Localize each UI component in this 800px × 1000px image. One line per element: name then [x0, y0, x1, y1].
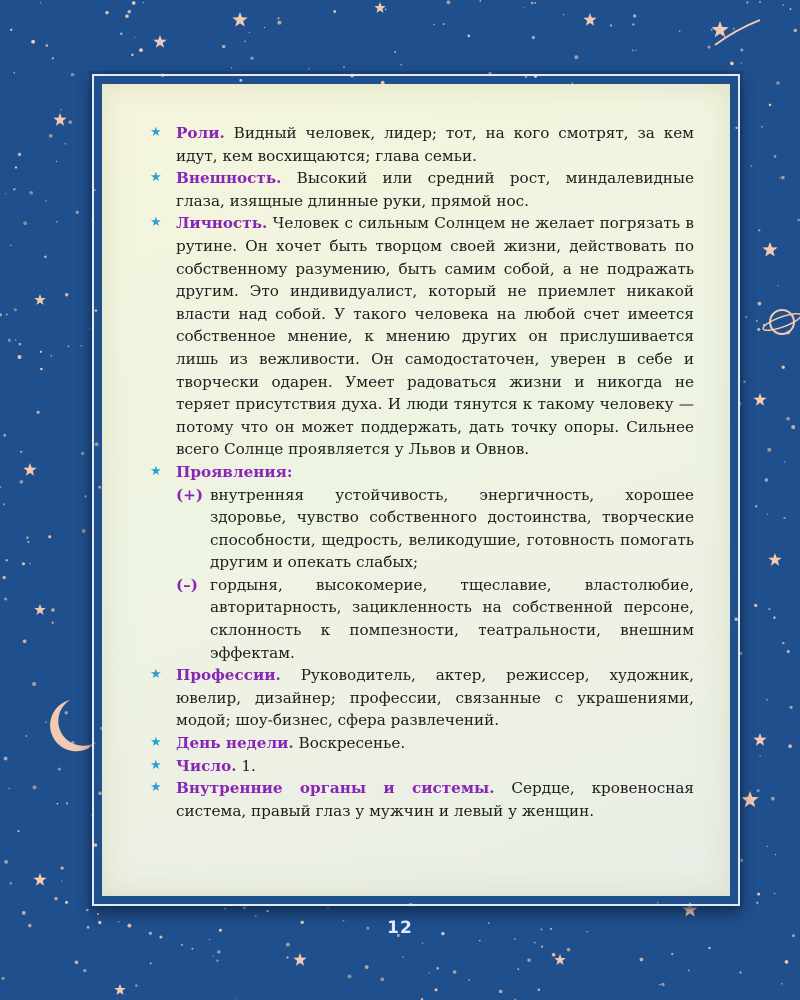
star-dot — [574, 55, 578, 59]
star-bullet-icon: ★ — [150, 780, 162, 796]
star-dot — [14, 308, 17, 311]
star-dot — [191, 948, 193, 950]
star-dot — [740, 859, 743, 862]
star-dot — [3, 434, 6, 437]
manifestation-positive — [176, 484, 694, 574]
star-dot — [26, 735, 28, 737]
star-dot — [61, 880, 62, 881]
star-dot — [499, 990, 503, 994]
star-dot — [18, 355, 22, 359]
star-dot — [534, 2, 536, 4]
star-dot — [13, 188, 16, 191]
item-label: День недели. — [176, 734, 294, 753]
item-manifestations — [150, 461, 694, 664]
star-dot — [707, 46, 710, 49]
star-dot — [31, 40, 35, 44]
star-dot — [0, 486, 1, 488]
star-icon — [23, 463, 36, 476]
star-dot — [224, 908, 226, 910]
star-dot — [788, 744, 792, 748]
star-dot — [134, 37, 135, 38]
star-dot — [10, 882, 13, 885]
star-dot — [235, 998, 236, 999]
star-dot — [661, 983, 664, 986]
star-dot — [773, 616, 776, 619]
star-dot — [785, 960, 789, 964]
star-dot — [633, 14, 636, 17]
star-dot — [40, 2, 42, 4]
planet-icon — [761, 310, 800, 334]
star-dot — [286, 956, 288, 958]
star-dot — [791, 425, 795, 429]
star-icon — [374, 2, 385, 13]
star-dot — [255, 915, 257, 917]
star-dot — [3, 503, 5, 505]
star-dot — [143, 2, 144, 3]
star-dot — [213, 956, 214, 957]
star-dot — [741, 62, 742, 63]
star-icon — [554, 954, 565, 965]
star-icon — [53, 113, 66, 126]
star-dot — [745, 316, 747, 318]
star-dot — [632, 23, 635, 26]
star-dot — [120, 32, 123, 35]
star-dot — [29, 563, 31, 565]
star-dot — [757, 789, 760, 792]
star-dot — [733, 28, 735, 30]
star-dot — [759, 755, 760, 756]
star-dot — [0, 313, 2, 316]
star-dot — [781, 983, 783, 985]
item-organs — [150, 777, 694, 822]
star-dot — [51, 608, 55, 612]
star-dot — [784, 461, 785, 462]
star-dot — [244, 41, 246, 43]
star-dot — [730, 62, 734, 66]
star-dot — [400, 64, 402, 66]
item-label: Личность. — [176, 214, 268, 233]
star-dot — [26, 536, 29, 539]
star-dot — [527, 958, 530, 961]
star-dot — [45, 722, 47, 724]
star-dot — [231, 67, 232, 68]
item-text: Человек с сильным Солнцем не желает погрязать в рутине. Он хочет быть творцом своей жизни, действовать по собственному разумению, быть самим собой, а не подражать другим. Это индивидуалист, который не приемлет никакой власти над собой. У такого человека на любой счет имеется собственное мнение, к мнению других он прислушивается лишь из вежливости. Он самодостаточен, уверен в себе и творчески одарен. Умеет радоваться жизни и никогда не теряет присутствия духа. И люди тянутся к такому человеку — потому что он может поддержать, дать точку опоры. Сильнее всего Солнце проявляется у Львов и Овнов. — [176, 214, 694, 459]
star-dot — [711, 29, 713, 31]
star-dot — [150, 962, 152, 964]
star-dot — [65, 901, 68, 904]
star-dot — [45, 44, 48, 47]
star-dot — [97, 913, 99, 915]
star-dot — [659, 984, 660, 985]
star-dot — [48, 535, 51, 538]
star-icon — [762, 242, 777, 257]
star-dot — [15, 339, 17, 341]
star-dot — [782, 366, 785, 369]
star-dot — [22, 562, 25, 565]
star-dot — [343, 66, 344, 67]
star-dot — [6, 559, 8, 561]
star-icon — [232, 12, 247, 27]
star-dot — [69, 120, 72, 123]
item-label: Внутренние органы и системы. — [176, 779, 495, 798]
star-dot — [757, 328, 760, 331]
text-panel-frame — [92, 74, 740, 906]
item-label: Проявления: — [176, 462, 293, 481]
star-dot — [131, 54, 134, 57]
star-dot — [467, 35, 470, 38]
star-icon — [34, 604, 45, 615]
star-dot — [222, 45, 225, 48]
star-dot — [766, 699, 768, 701]
star-dot — [18, 343, 21, 346]
star-dot — [23, 639, 27, 643]
star-dot — [83, 969, 86, 972]
item-weekday — [150, 732, 694, 755]
item-roles — [150, 122, 694, 167]
item-label: Роли. — [176, 124, 225, 142]
star-dot — [132, 1, 136, 5]
star-dot — [20, 480, 23, 483]
star-dot — [759, 1, 761, 3]
star-dot — [75, 960, 79, 964]
star-dot — [786, 417, 789, 420]
star-dot — [6, 314, 8, 316]
star-icon — [34, 294, 45, 305]
star-icon — [753, 733, 766, 746]
star-dot — [266, 910, 268, 912]
manifestation-text: внутренняя устойчивость, энергичность, хорошее здоровье, чувство собственного достоинства, творческие способности, щедрость, великодушие, готовность помогать другим и опекать слабых; — [210, 485, 694, 572]
star-dot — [751, 165, 753, 167]
item-text: Воскресенье. — [293, 734, 406, 753]
star-dot — [436, 967, 439, 970]
star-icon — [768, 553, 781, 566]
star-dot — [632, 49, 634, 51]
star-dot — [54, 897, 57, 900]
star-icon — [293, 953, 306, 966]
star-dot — [278, 17, 280, 19]
star-dot — [783, 517, 785, 519]
star-dot — [761, 126, 763, 128]
star-dot — [769, 104, 772, 107]
star-dot — [671, 953, 673, 955]
star-dot — [777, 285, 779, 287]
star-dot — [365, 965, 369, 969]
star-dot — [2, 977, 5, 980]
star-dot — [782, 642, 785, 645]
star-dot — [422, 942, 423, 943]
star-dot — [514, 938, 515, 939]
star-dot — [402, 956, 404, 958]
star-icon — [753, 393, 766, 406]
star-dot — [8, 788, 10, 790]
star-dot — [333, 10, 336, 13]
star-dot — [453, 970, 457, 974]
item-text: Высокий или средний рост, миндалевидные глаза, изящные длинные руки, прямой нос. — [176, 169, 694, 210]
star-dot — [277, 21, 281, 25]
plus-sign: (+) — [176, 485, 204, 504]
star-dot — [758, 229, 760, 231]
star-dot — [65, 143, 67, 145]
star-dot — [790, 706, 793, 709]
star-dot — [774, 155, 777, 158]
star-dot — [32, 682, 36, 686]
star-dot — [139, 48, 143, 52]
star-dot — [610, 24, 612, 26]
star-dot — [61, 867, 64, 870]
star-dot — [433, 24, 435, 26]
star-bullet-icon: ★ — [150, 757, 162, 773]
star-bullet-icon: ★ — [150, 125, 162, 140]
star-icon — [741, 791, 758, 807]
star-dot — [86, 909, 88, 911]
star-dot — [479, 0, 481, 2]
star-bullet-icon: ★ — [150, 667, 162, 683]
page-number: 12 — [387, 918, 413, 938]
star-dot — [794, 29, 797, 32]
item-appearance — [150, 167, 694, 212]
manifestation-negative — [176, 574, 694, 664]
star-dot — [66, 802, 68, 804]
star-bullet-icon: ★ — [150, 463, 162, 479]
star-dot — [782, 4, 783, 5]
star-dot — [52, 57, 54, 59]
star-dot — [128, 10, 131, 13]
star-dot — [14, 72, 15, 73]
star-dot — [756, 320, 758, 322]
star-dot — [20, 451, 22, 453]
star-dot — [541, 946, 543, 948]
star-dot — [308, 68, 310, 70]
star-dot — [10, 29, 12, 31]
star-dot — [249, 32, 251, 34]
star-dot — [767, 514, 768, 515]
star-dot — [327, 908, 329, 910]
star-dot — [380, 977, 384, 981]
star-dot — [18, 153, 21, 156]
star-dot — [635, 50, 636, 51]
star-dot — [563, 14, 565, 16]
star-dot — [45, 200, 47, 202]
star-dot — [4, 598, 7, 601]
star-dot — [781, 176, 785, 180]
star-dot — [385, 8, 387, 10]
star-dot — [17, 830, 19, 832]
star-dot — [756, 902, 758, 904]
item-label: Профессии. — [176, 666, 281, 685]
star-dot — [5, 193, 6, 194]
item-number — [150, 755, 694, 778]
star-dot — [754, 604, 757, 607]
star-dot — [40, 351, 42, 353]
star-dot — [740, 49, 743, 52]
star-bullet-icon: ★ — [150, 735, 162, 751]
star-dot — [523, 7, 524, 8]
star-dot — [37, 411, 40, 414]
star-dot — [76, 211, 79, 214]
star-dot — [757, 893, 760, 896]
star-dot — [65, 293, 68, 296]
star-dot — [537, 988, 540, 991]
star-dot — [23, 221, 27, 225]
star-dot — [775, 854, 776, 855]
star-dot — [567, 948, 570, 951]
star-dot — [49, 134, 53, 138]
star-dot — [776, 81, 780, 85]
star-dot — [746, 1, 748, 3]
star-dot — [2, 576, 5, 579]
star-dot — [217, 950, 220, 953]
star-dot — [534, 942, 536, 944]
star-dot — [243, 906, 246, 909]
item-label: Внешность. — [176, 169, 282, 188]
star-dot — [50, 355, 52, 357]
item-text: Руководитель, актер, режиссер, художник, ювелир, дизайнер; профессии, связанные с украшениями, модой; шоу-бизнес, сфера развлечений. — [176, 666, 694, 730]
star-dot — [71, 73, 75, 77]
star-bullet-icon: ★ — [150, 215, 162, 231]
star-dot — [135, 984, 137, 986]
star-dot — [4, 860, 8, 864]
star-dot — [10, 245, 12, 247]
star-dot — [765, 478, 768, 481]
star-dot — [446, 0, 450, 4]
star-dot — [787, 650, 790, 653]
star-dot — [81, 452, 84, 455]
item-text: Сердце, кровеносная система, правый глаз у мужчин и левый у женщин. — [176, 779, 694, 820]
star-dot — [743, 381, 745, 383]
star-dot — [209, 939, 211, 941]
star-dot — [250, 57, 253, 60]
star-icon — [153, 35, 166, 48]
minus-sign: (–) — [176, 575, 198, 594]
star-dot — [679, 31, 680, 32]
star-dot — [771, 797, 775, 801]
star-dot — [56, 161, 57, 162]
star-dot — [15, 166, 17, 168]
star-dot — [739, 971, 741, 973]
star-dot — [768, 608, 770, 610]
star-dot — [56, 221, 58, 223]
star-dot — [640, 958, 644, 962]
star-dot — [755, 505, 757, 507]
star-icon — [114, 984, 125, 995]
star-dot — [286, 943, 290, 947]
star-dot — [22, 911, 26, 915]
star-dot — [428, 972, 429, 973]
star-dot — [82, 529, 86, 533]
star-dot — [8, 339, 11, 342]
star-dot — [779, 177, 781, 179]
manifestation-text: гордыня, высокомерие, тщеславие, властолюбие, авторитарность, зацикленность на собственной персоне, склонность к помпезности, театральности, внешним эффектам. — [210, 575, 694, 662]
star-icon — [33, 873, 46, 886]
star-dot — [65, 711, 68, 714]
star-dot — [29, 191, 33, 195]
star-dot — [216, 959, 218, 961]
star-dot — [85, 495, 87, 497]
content — [150, 122, 694, 822]
star-dot — [81, 345, 82, 346]
item-text: 1. — [236, 756, 256, 775]
star-dot — [89, 327, 90, 328]
item-label: Число. — [176, 756, 237, 775]
star-dot — [181, 944, 183, 946]
star-dot — [68, 345, 70, 347]
text-card — [102, 84, 730, 896]
item-text: Видный человек, лидер; тот, на кого смотрят, за кем идут, кем восхищаются; глава семьи. — [176, 124, 694, 165]
item-professions — [150, 664, 694, 732]
star-dot — [58, 768, 61, 771]
item-personality — [150, 212, 694, 461]
star-dot — [767, 448, 771, 452]
star-dot — [552, 953, 556, 957]
star-dot — [688, 970, 690, 972]
star-dot — [60, 109, 62, 111]
star-dot — [532, 36, 535, 39]
star-dot — [479, 940, 481, 942]
star-dot — [435, 988, 438, 991]
star-dot — [125, 14, 128, 17]
star-icon — [583, 13, 596, 26]
star-dot — [348, 974, 352, 978]
star-dot — [531, 2, 534, 5]
star-dot — [767, 846, 769, 848]
star-dot — [758, 302, 762, 306]
star-dot — [4, 757, 8, 761]
star-dot — [394, 51, 396, 53]
star-bullet-icon: ★ — [150, 170, 162, 186]
star-dot — [52, 622, 54, 624]
star-dot — [40, 368, 43, 371]
star-dot — [57, 803, 59, 805]
star-dot — [517, 968, 519, 970]
star-icon — [711, 21, 728, 37]
star-dot — [708, 947, 710, 949]
star-dot — [105, 11, 108, 14]
star-dot — [44, 255, 47, 258]
star-dot — [468, 979, 470, 981]
star-dot — [443, 23, 445, 25]
star-dot — [33, 785, 37, 789]
star-dot — [774, 893, 776, 895]
star-dot — [790, 8, 792, 10]
star-dot — [27, 541, 29, 543]
star-dot — [264, 27, 265, 28]
